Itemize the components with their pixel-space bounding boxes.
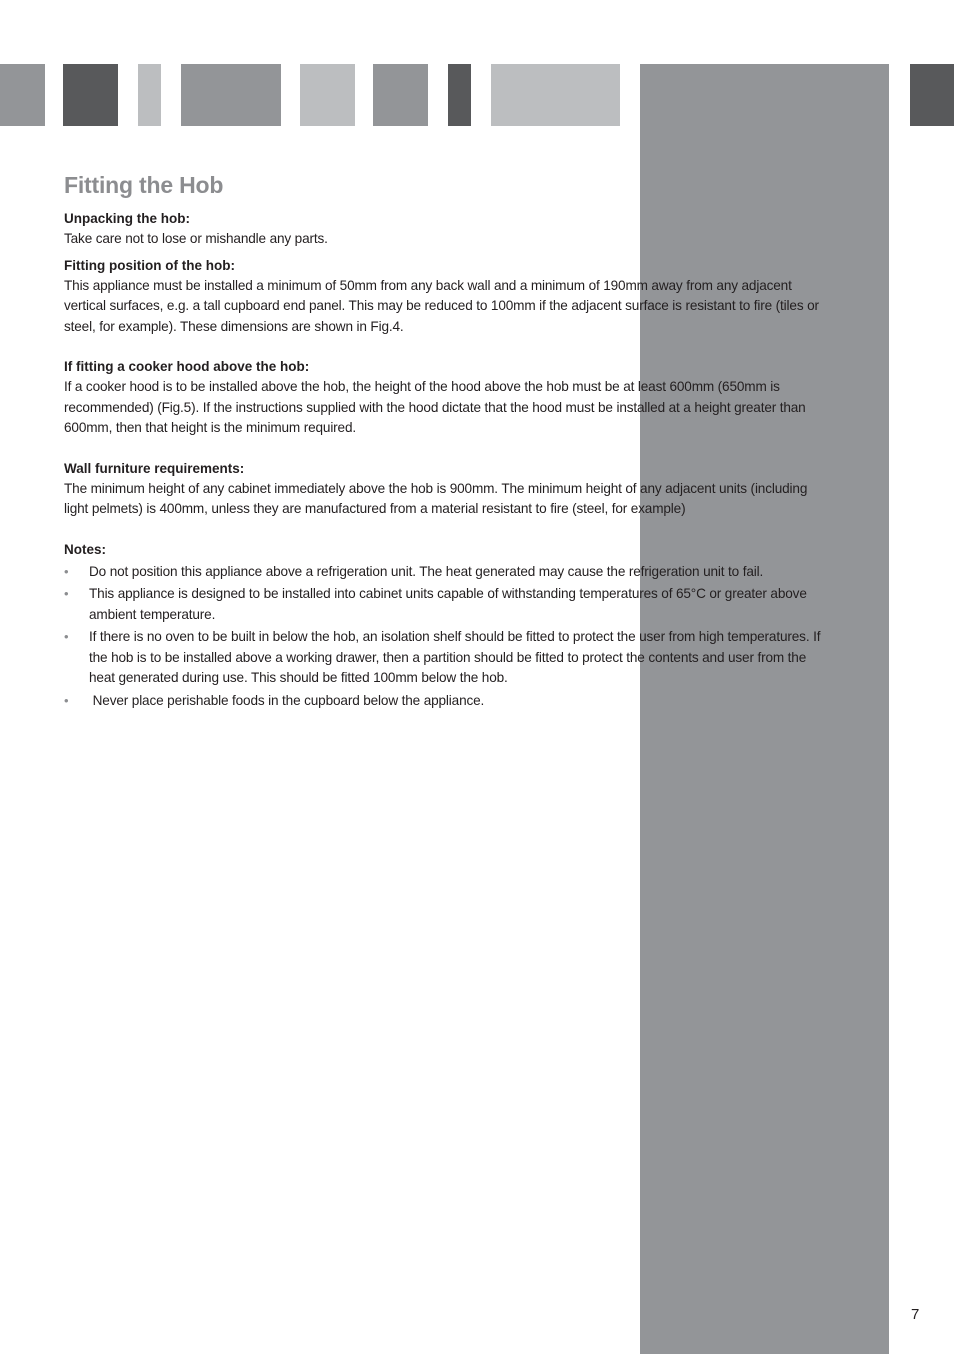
- header-block-7: [448, 64, 471, 126]
- bullet-icon: •: [64, 586, 69, 601]
- section-text: The minimum height of any cabinet immediately above the hob is 900mm. The minimum height of any adjacent units (including light pelmets) is 400mm, unless they are manufactured from a material resistant to fire (steel, for example): [64, 480, 808, 516]
- content-area: [64, 172, 834, 713]
- notes-heading: Notes:: [64, 541, 107, 557]
- list-item: [64, 562, 834, 583]
- section-text: If a cooker hood is to be installed above the hob, the height of the hood above the hob must be at least 600mm (650mm is recommended) (Fig.5). If the instructions supplied with the hood dictate that the hood must be installed at a height greater than 600mm, then that height is the minimum required.: [64, 379, 806, 435]
- header-block-5: [300, 64, 355, 126]
- list-item: [64, 691, 834, 712]
- notes-section: [64, 540, 834, 712]
- header-block-6: [373, 64, 428, 126]
- header-block-3: [138, 64, 161, 126]
- section-text: Take care not to lose or mishandle any parts.: [64, 231, 328, 246]
- note-text: This appliance is designed to be installed into cabinet units capable of withstanding temperatures of 65°C or greater above ambient temperature.: [89, 586, 807, 622]
- note-text: Do not position this appliance above a refrigeration unit. The heat generated may cause the refrigeration unit to fail.: [89, 563, 764, 579]
- section-text: This appliance must be installed a minimum of 50mm from any back wall and a minimum of 190mm away from any adjacent vertical surfaces, e.g. a tall cupboard end panel. This may be reduced to 100mm if the adjacent surface is resistant to fire (tiles or steel, for example). These dimensions are shown in Fig.4.: [64, 277, 819, 334]
- list-item: [64, 627, 834, 689]
- bullet-icon: •: [64, 629, 69, 644]
- notes-list: [64, 562, 834, 712]
- section-heading: Fitting position of the hob:: [64, 257, 235, 273]
- section-wall-furniture: [64, 459, 834, 520]
- note-text: If there is no oven to be built in below the hob, an isolation shelf should be fitted to protect the user from high temperatures. If the hob is to be installed above a working drawer, then a partition should be fitted to protect the contents and user from the heat generated during use. This should be fitted 100mm below the hob.: [89, 629, 821, 685]
- header-block-1: [0, 64, 45, 126]
- section-unpacking: [64, 209, 834, 250]
- header-block-9: [910, 64, 954, 126]
- section-cooker-hood: [64, 357, 834, 439]
- bullet-icon: •: [64, 692, 69, 708]
- section-heading: Unpacking the hob:: [64, 211, 190, 226]
- page-title: Fitting the Hob: [64, 172, 224, 198]
- header-block-4: [181, 64, 281, 126]
- page-number: 7: [911, 1306, 920, 1323]
- list-item: [64, 584, 834, 625]
- section-heading: If fitting a cooker hood above the hob:: [64, 359, 310, 374]
- section-heading: Wall furniture requirements:: [64, 460, 245, 476]
- bullet-icon: •: [64, 563, 69, 579]
- note-text: Never place perishable foods in the cupboard below the appliance.: [89, 692, 485, 708]
- section-fitting-position: [64, 256, 834, 338]
- header-block-8: [491, 64, 620, 126]
- header-block-2: [63, 64, 118, 126]
